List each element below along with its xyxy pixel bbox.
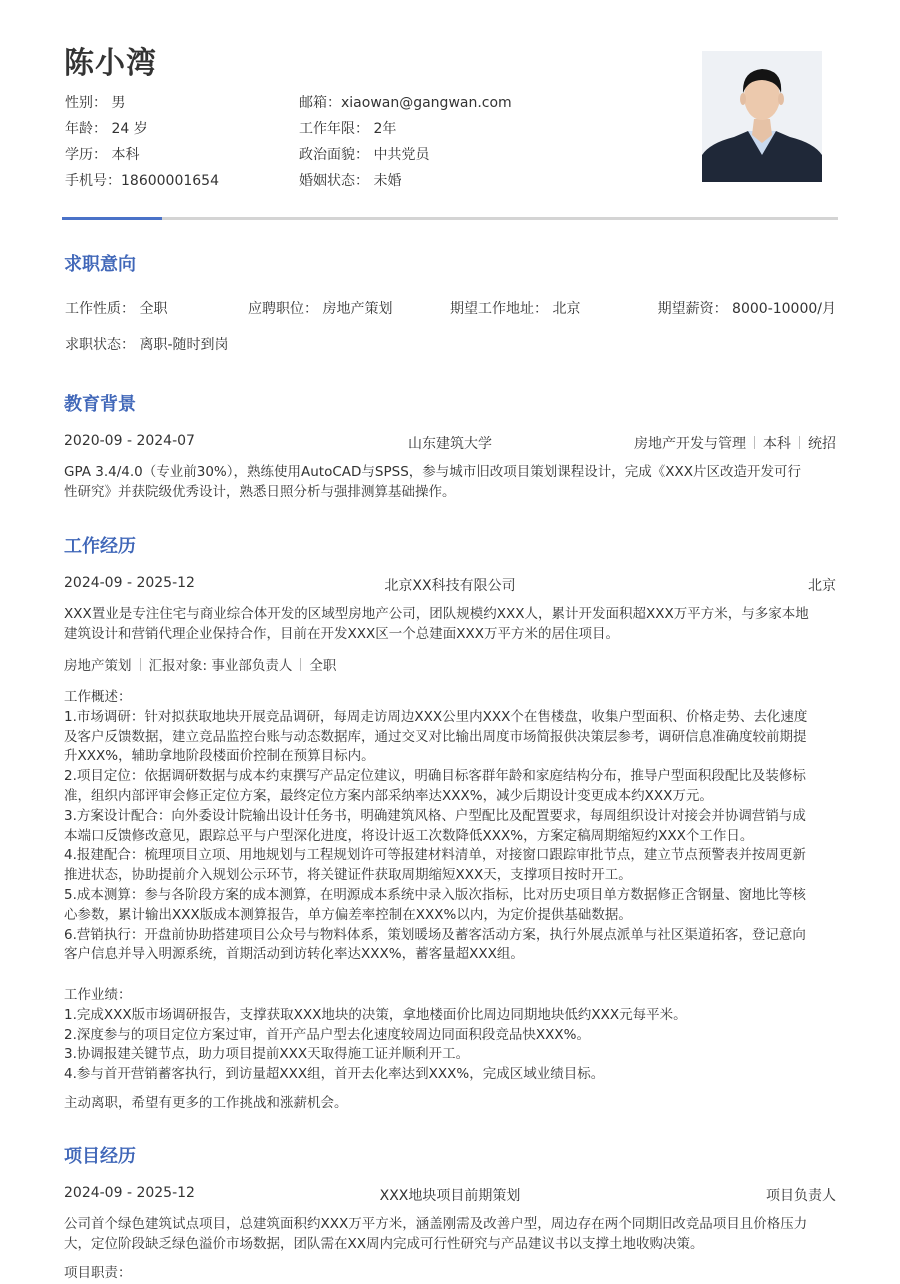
email-field: 邮箱：xiaowan@gangwan.com [299,95,512,111]
separator [799,436,800,449]
profile-photo [702,51,822,182]
education-type: 统招 [808,436,836,452]
intent-status: 求职状态： 离职-随时到岗 [65,337,229,353]
intent-job-type: 工作性质： 全职 [65,301,168,317]
gender-field: 性别： 男 [65,95,126,111]
work-tag: 房地产策划 [64,658,132,674]
education-field: 学历： 本科 [65,147,140,163]
intent-row-2 [64,334,836,354]
work-years-field: 工作年限： 2年 [299,121,397,137]
intent-position: 应聘职位： 房地产策划 [248,301,393,317]
work-tag: 全职 [309,658,337,674]
marital-status-field: 婚姻状态： 未婚 [299,173,402,189]
separator [754,436,755,449]
separator [140,658,141,671]
work-overview: 工作概述： 1.市场调研：针对拟获取地块开展竞品调研，每周走访周边XXX公里内XXX个在售楼盘，收集户型面积、价格走势、去化速度 及客户反馈数据，建立竞品监控台账与动态数据库，通过交叉对比输出周度市场简报供决策层参考，调研信息准确度较前期提 升XXX%，辅助拿地阶段楼面价控制在预算目标内。 2.项目定位：依据调研数据与成本约束撰写产品定位建议，明确目标客群年龄和家庭结构分布，推导户型面积段配比及装修标 准，组织内部评审会修正定位方案，最终定位方案内部采纳率达XXX%，减少后期设计变更成本约XXX万元。 3.方案设计配合：向外委设计院输出设计任务书，明确建筑风格、户型配比及配置要求，每周组织设计对接会并协调营销与成 本端口反馈修改意见，跟踪总平与户型深化进度，将设计返工次数降低XXX%，方案定稿周期缩短约XXX个工作日。 4.报建配合：梳理项目立项、用地规划与工程规划许可等报建材料清单，对接窗口跟踪审批节点，建立节点预警表并按周更新 推进状态，协助提前介入规划公示环节，将关键证件获取周期缩短XXX天，支撑项目按时开工。 5.成本测算：参与各阶段方案的成本测算，在明源成本系统中录入版次指标，比对历史项目单方数据修正含钢量、窗地比等核 心参数，累计输出XXX版成本测算报告，单方偏差率控制在XXX%以内，为定价提供基础数据。 6.营销执行：开盘前协助搭建项目公众号与物料体系，策划暖场及蓄客活动方案，执行外展点派单与社区渠道拓客，登记意向 客户信息并导入明源系统，首期活动到访转化率达XXX%，蓄客量超XXX组。 [64,689,808,963]
intent-row-1 [64,298,836,318]
section-title-education: 教育背景 [64,394,136,415]
work-tags [64,654,336,674]
project-duty-label: 项目职责： [64,1265,132,1281]
education-major: 房地产开发与管理 [634,436,746,452]
section-title-project: 项目经历 [64,1146,136,1167]
portrait-icon [702,51,822,182]
work-city: 北京 [808,578,836,594]
project-name: XXX地块项目前期策划 [379,1188,521,1204]
work-period: 2024-09 - 2025-12 [64,575,195,591]
divider-accent [62,217,162,220]
work-achievements: 工作业绩： 1.完成XXX版市场调研报告，支撑获取XXX地块的决策，拿地楼面价比周边同期地块低约XXX元每平米。 2.深度参与的项目定位方案过审，首开产品户型去化速度较周边同面积段竞品快XXX%。 3.协调报建关键节点，助力项目提前XXX天取得施工证并顺利开工。 4.参与首开营销蓄客执行，到访量超XXX组，首开去化率达到XXX%，完成区域业绩目标。 [64,987,687,1083]
education-school: 山东建筑大学 [408,436,492,452]
education-description: GPA 3.4/4.0（专业前30%），熟练使用AutoCAD与SPSS，参与城市旧改项目策划课程设计，完成《XXX片区改造开发可行 性研究》并获院级优秀设计，熟悉日照分析与强排测算基础操作。 [64,464,802,500]
work-header-row [64,575,836,595]
intent-salary: 期望薪资： 8000-10000/月 [657,301,836,317]
education-degree: 本科 [763,436,791,452]
basic-info [65,92,625,196]
project-description: 公司首个绿色建筑试点项目，总建筑面积约XXX万平方米，涵盖刚需及改善户型，周边存在两个同期旧改竞品项目且价格压力 大，定位阶段缺乏绿色溢价市场数据，团队需在XX周内完成可行性研究与产品建议书以支撑土地收购决策。 [64,1216,808,1252]
work-leave-reason: 主动离职，希望有更多的工作挑战和涨薪机会。 [64,1095,348,1111]
education-details [634,433,836,453]
age-field: 年龄： 24 岁 [65,121,148,137]
project-role: 项目负责人 [766,1188,836,1204]
header-divider [62,217,838,220]
political-status-field: 政治面貌： 中共党员 [299,147,430,163]
project-header-row [64,1185,836,1205]
work-tag: 汇报对象: 事业部负责人 [148,658,293,674]
candidate-name: 陈小湾 [64,46,157,81]
section-title-intent: 求职意向 [64,254,136,275]
phone-field: 手机号：18600001654 [65,173,219,189]
project-period: 2024-09 - 2025-12 [64,1185,195,1201]
section-title-work: 工作经历 [64,536,136,557]
education-header-row [64,433,836,453]
separator [300,658,301,671]
intent-location: 期望工作地址： 北京 [450,301,581,317]
education-period: 2020-09 - 2024-07 [64,433,195,449]
work-company: 北京XX科技有限公司 [384,578,516,594]
work-company-intro: XXX置业是专注住宅与商业综合体开发的区域型房地产公司，团队规模约XXX人，累计开发面积超XXX万平方米，与多家本地 建筑设计和营销代理企业保持合作，目前在开发XXX区一个总建面XXX万平方米的居住项目。 [64,606,809,642]
